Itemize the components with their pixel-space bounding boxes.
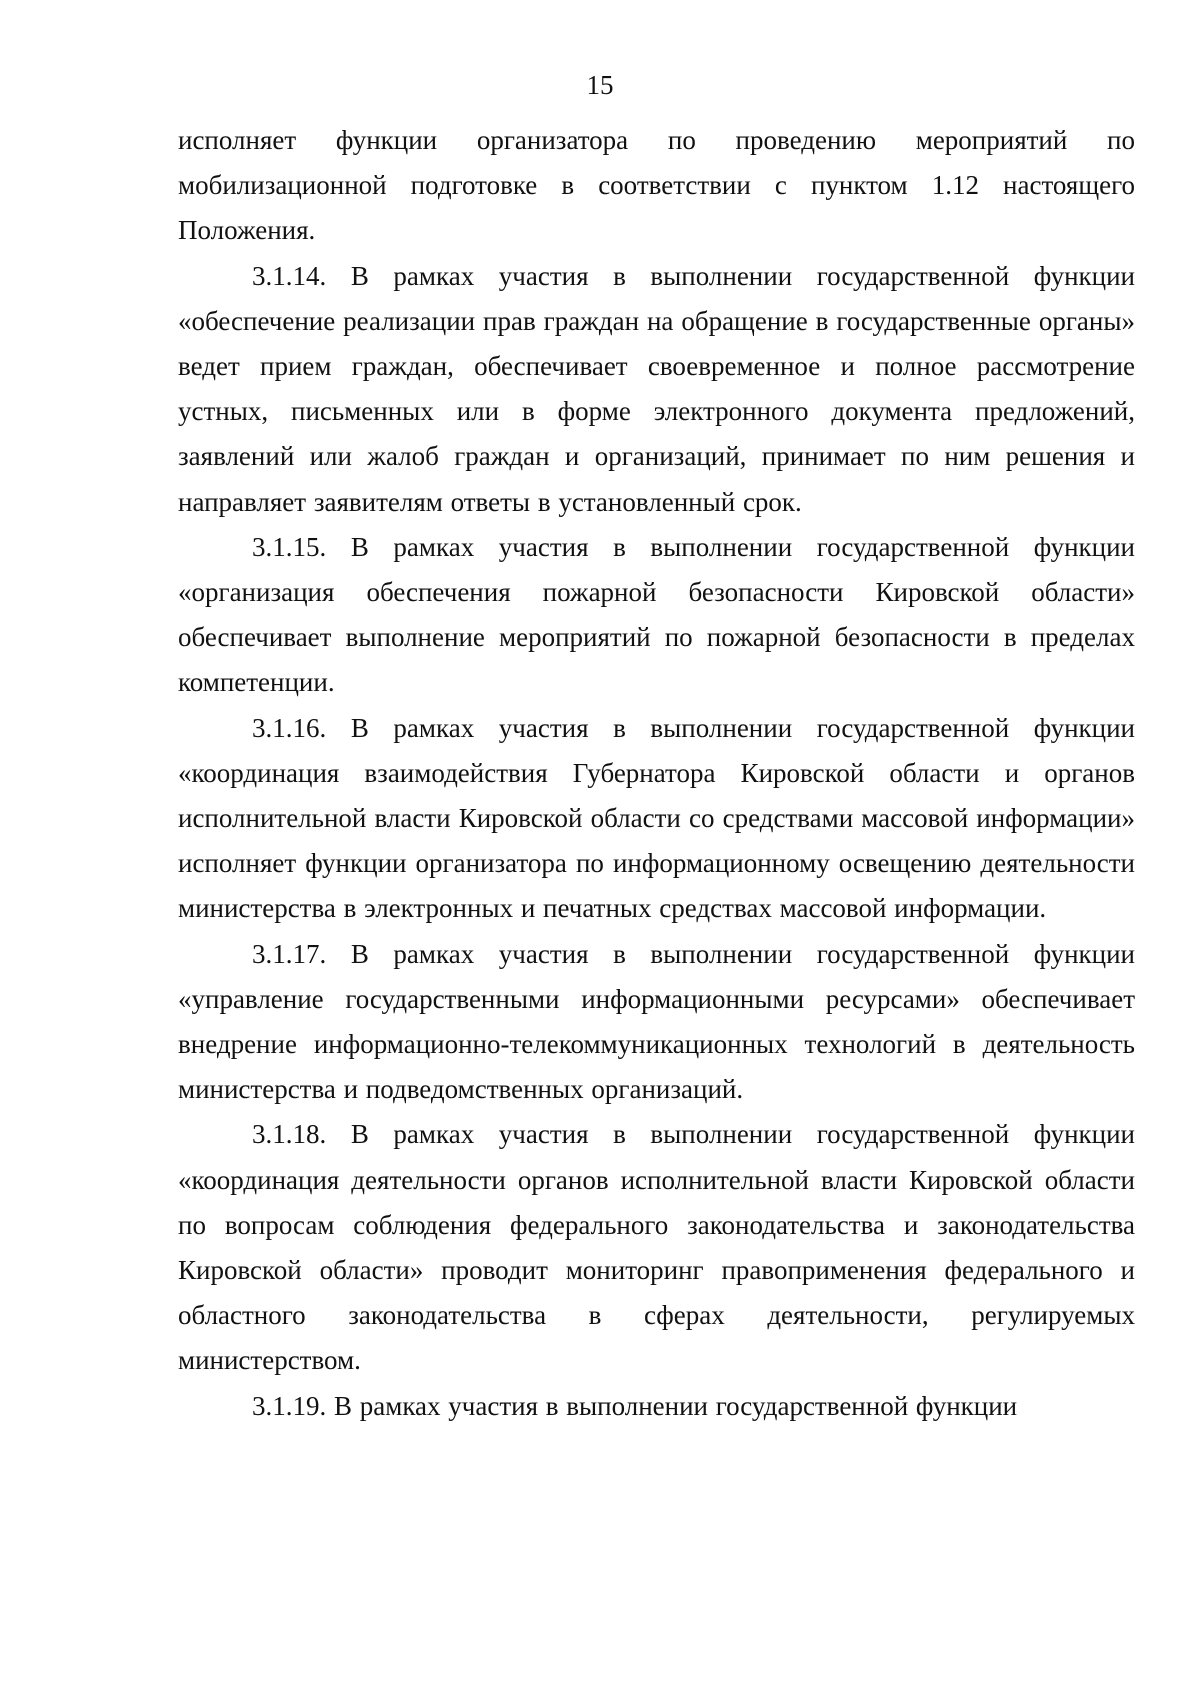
paragraph-3-1-14: 3.1.14. В рамках участия в выполнении государственной функции «обеспечение реализации прав граждан на обращение в государственные органы» ведет прием граждан, обеспечивает своевременное и полное рассмотрение устных, письменных или в форме электронного документа предложений, заявлений или жалоб граждан и организаций, принимает по ним решения и направляет заявителям ответы в установленный срок. <box>178 260 1135 517</box>
page-number: 15 <box>586 70 614 100</box>
paragraph-3-1-16: 3.1.16. В рамках участия в выполнении государственной функции «координация взаимодействия Губернатора Кировской области и органов исполнительной власти Кировской области со средствами массовой информации» исполняет функции организатора по информационному освещению деятельности министерства в электронных и печатных средствах массовой информации. <box>178 712 1135 924</box>
paragraph-3-1-17: 3.1.17. В рамках участия в выполнении государственной функции «управление государственными информационными ресурсами» обеспечивает внедрение информационно-телекоммуникационных технологий в деятельность министерства и подведомственных организаций. <box>178 938 1135 1105</box>
paragraph-3-1-18: 3.1.18. В рамках участия в выполнении государственной функции «координация деятельности органов исполнительной власти Кировской области по вопросам соблюдения федерального законодательства и законодательства Кировской области» проводит мониторинг правоприменения федерального и областного законодательства в сферах деятельности, регулируемых министерством. <box>178 1119 1135 1376</box>
paragraph-3-1-19: 3.1.19. В рамках участия в выполнении государственной функции <box>252 1390 1018 1421</box>
paragraph-continuation: исполняет функции организатора по проведению мероприятий по мобилизационной подготовке в соответствии с пунктом 1.12 настоящего Положения. <box>178 125 1135 246</box>
document-body <box>178 118 1135 1429</box>
paragraph-3-1-15: 3.1.15. В рамках участия в выполнении государственной функции «организация обеспечения пожарной безопасности Кировской области» обеспечивает выполнение мероприятий по пожарной безопасности в пределах компетенции. <box>178 531 1135 698</box>
